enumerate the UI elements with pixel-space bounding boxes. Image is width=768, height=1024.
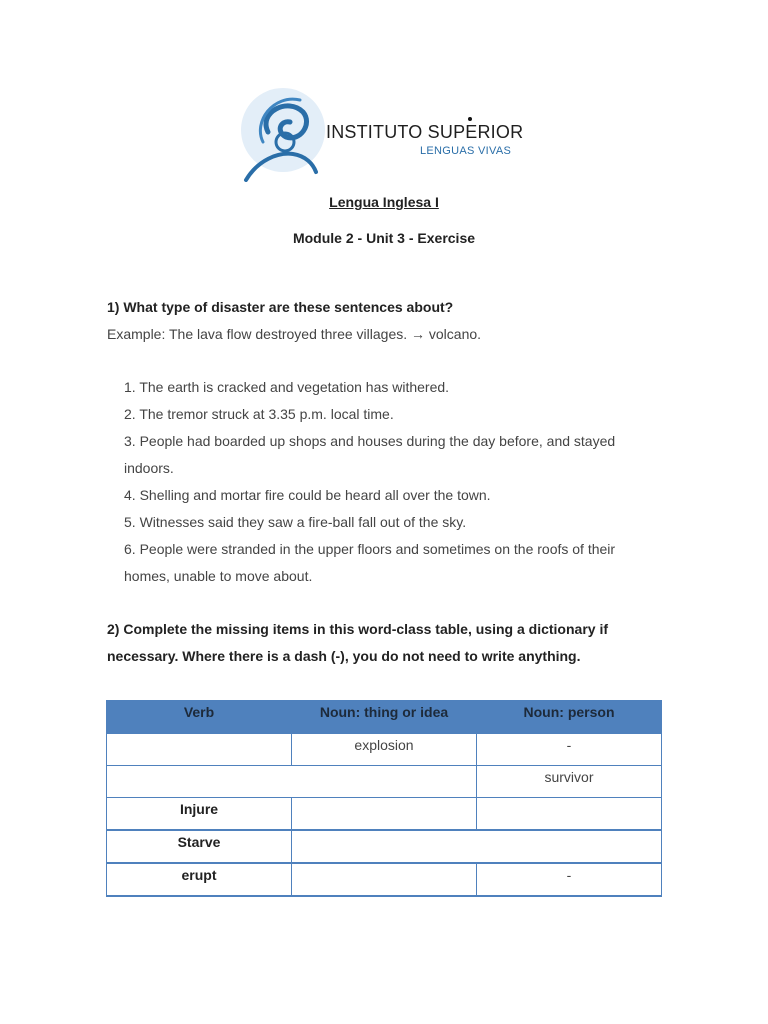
table-cell: - xyxy=(477,863,662,896)
table-cell: erupt xyxy=(107,863,292,896)
list-item: 4. Shelling and mortar fire could be heard all over the town. xyxy=(124,487,491,503)
table-cell[interactable] xyxy=(292,830,662,863)
question-2-title: 2) Complete the missing items in this word-class table, using a dictionary if necessary. Where there is a dash (-), you do not need to write anything. xyxy=(107,621,608,664)
table-cell[interactable] xyxy=(107,734,292,766)
table-cell: survivor xyxy=(477,766,662,798)
table-row xyxy=(107,830,662,863)
list-item: 6. People were stranded in the upper floors and sometimes on the roofs of their homes, unable to move about. xyxy=(124,541,616,584)
header-noun-person: Noun: person xyxy=(477,701,662,734)
institute-logo xyxy=(238,82,524,182)
table-cell: - xyxy=(477,734,662,766)
list-item: 2. The tremor struck at 3.35 p.m. local time. xyxy=(124,406,394,422)
list-item: 5. Witnesses said they saw a fire-ball fall out of the sky. xyxy=(124,514,467,530)
sentence-list xyxy=(124,374,664,590)
logo-dot xyxy=(468,117,472,121)
course-title: Lengua Inglesa I xyxy=(329,194,439,210)
table-row xyxy=(107,766,662,798)
table-cell: Injure xyxy=(107,798,292,831)
question-1-title: 1) What type of disaster are these sentences about? xyxy=(107,299,454,315)
header-noun-thing: Noun: thing or idea xyxy=(292,701,477,734)
swirl-logo-icon xyxy=(238,82,328,182)
list-item: 1. The earth is cracked and vegetation has withered. xyxy=(124,379,450,395)
question-1-example: Example: The lava flow destroyed three villages. → volcano. xyxy=(107,326,482,342)
header-verb: Verb xyxy=(107,701,292,734)
table-cell[interactable] xyxy=(292,863,477,896)
logo-name: INSTITUTO SUPERIOR xyxy=(326,122,524,142)
table-row xyxy=(107,734,662,766)
logo-subtitle: LENGUAS VIVAS xyxy=(420,145,512,157)
list-item: 3. People had boarded up shops and houses during the day before, and stayed indoors. xyxy=(124,433,616,476)
table-header-row xyxy=(107,701,662,734)
table-cell: Starve xyxy=(107,830,292,863)
table-cell: explosion xyxy=(292,734,477,766)
table-row xyxy=(107,863,662,896)
table-row xyxy=(107,798,662,831)
table-cell[interactable] xyxy=(477,798,662,831)
word-class-table xyxy=(106,700,662,897)
table-cell[interactable] xyxy=(107,766,477,798)
table-cell[interactable] xyxy=(292,798,477,831)
module-title: Module 2 - Unit 3 - Exercise xyxy=(292,230,476,246)
